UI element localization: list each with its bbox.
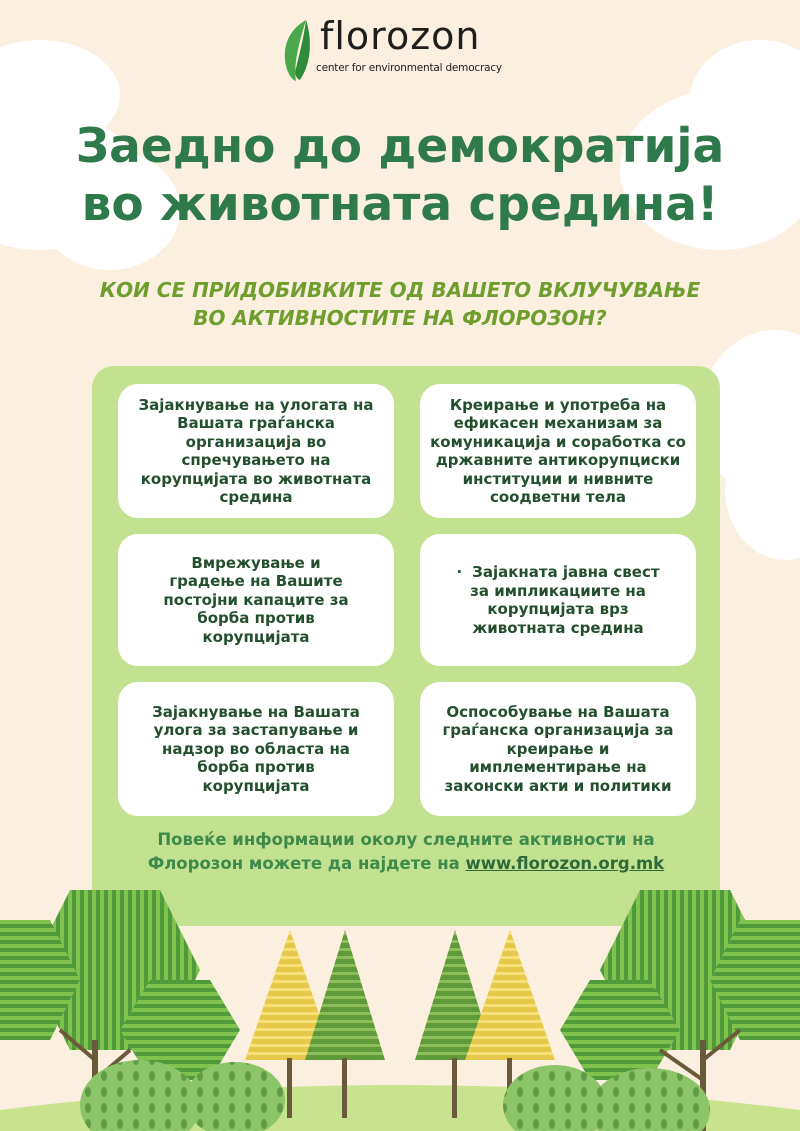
title-line-1: Заедно до демократија bbox=[75, 119, 725, 174]
benefit-text: · Зајакната јавна свест за импликациите на корупцијата врз животната средина bbox=[456, 563, 660, 637]
benefit-card bbox=[420, 384, 696, 518]
benefit-text: Вмрежување и градење на Вашите постојни капаците за борба против корупцијата bbox=[163, 553, 349, 646]
page-title bbox=[0, 118, 800, 234]
benefit-card bbox=[118, 534, 394, 666]
benefit-card bbox=[118, 682, 394, 816]
title-line-2: во животната средина! bbox=[81, 177, 719, 232]
benefit-text: Зајакнување на улогата на Вашата граѓанска организација во спречувањето на корупцијата во животната средина bbox=[138, 395, 374, 506]
trees-illustration bbox=[0, 860, 800, 1131]
leaf-icon bbox=[282, 18, 316, 82]
benefit-text: Зајакнување на Вашата улога за застапување и надзор во областа на борба против корупцијата bbox=[152, 702, 360, 795]
logo-tagline: center for environmental democracy bbox=[316, 62, 502, 74]
footer-line-2: Флорозон можете да најдете на www.florozon.org.mk bbox=[147, 854, 665, 873]
website-link[interactable]: www.florozon.org.mk bbox=[465, 854, 665, 873]
benefit-card bbox=[420, 534, 696, 666]
logo-name: florozon bbox=[320, 14, 481, 58]
benefit-card bbox=[118, 384, 394, 518]
more-info-text bbox=[92, 828, 720, 876]
florozon-logo[interactable] bbox=[282, 14, 522, 82]
subheading-line-1: КОИ СЕ ПРИДОБИВКИТЕ ОД ВАШЕТО ВКЛУЧУВАЊЕ bbox=[99, 278, 701, 302]
subheading-line-2: ВО АКТИВНОСТИТЕ НА ФЛОРОЗОН? bbox=[193, 306, 607, 330]
footer-line-1: Повеќе информации околу следните активности на bbox=[157, 830, 655, 849]
benefit-text: Креирање и употреба на ефикасен механизам за комуникација и соработка со државните антикорупциски институции и нивните соодветни тела bbox=[430, 395, 686, 506]
benefit-text: Оспособување на Вашата граѓанска организација за креирање и имплементирање на законски акти и политики bbox=[442, 702, 674, 795]
subheading bbox=[0, 276, 800, 332]
benefit-card bbox=[420, 682, 696, 816]
bullet-icon: · bbox=[456, 563, 463, 581]
